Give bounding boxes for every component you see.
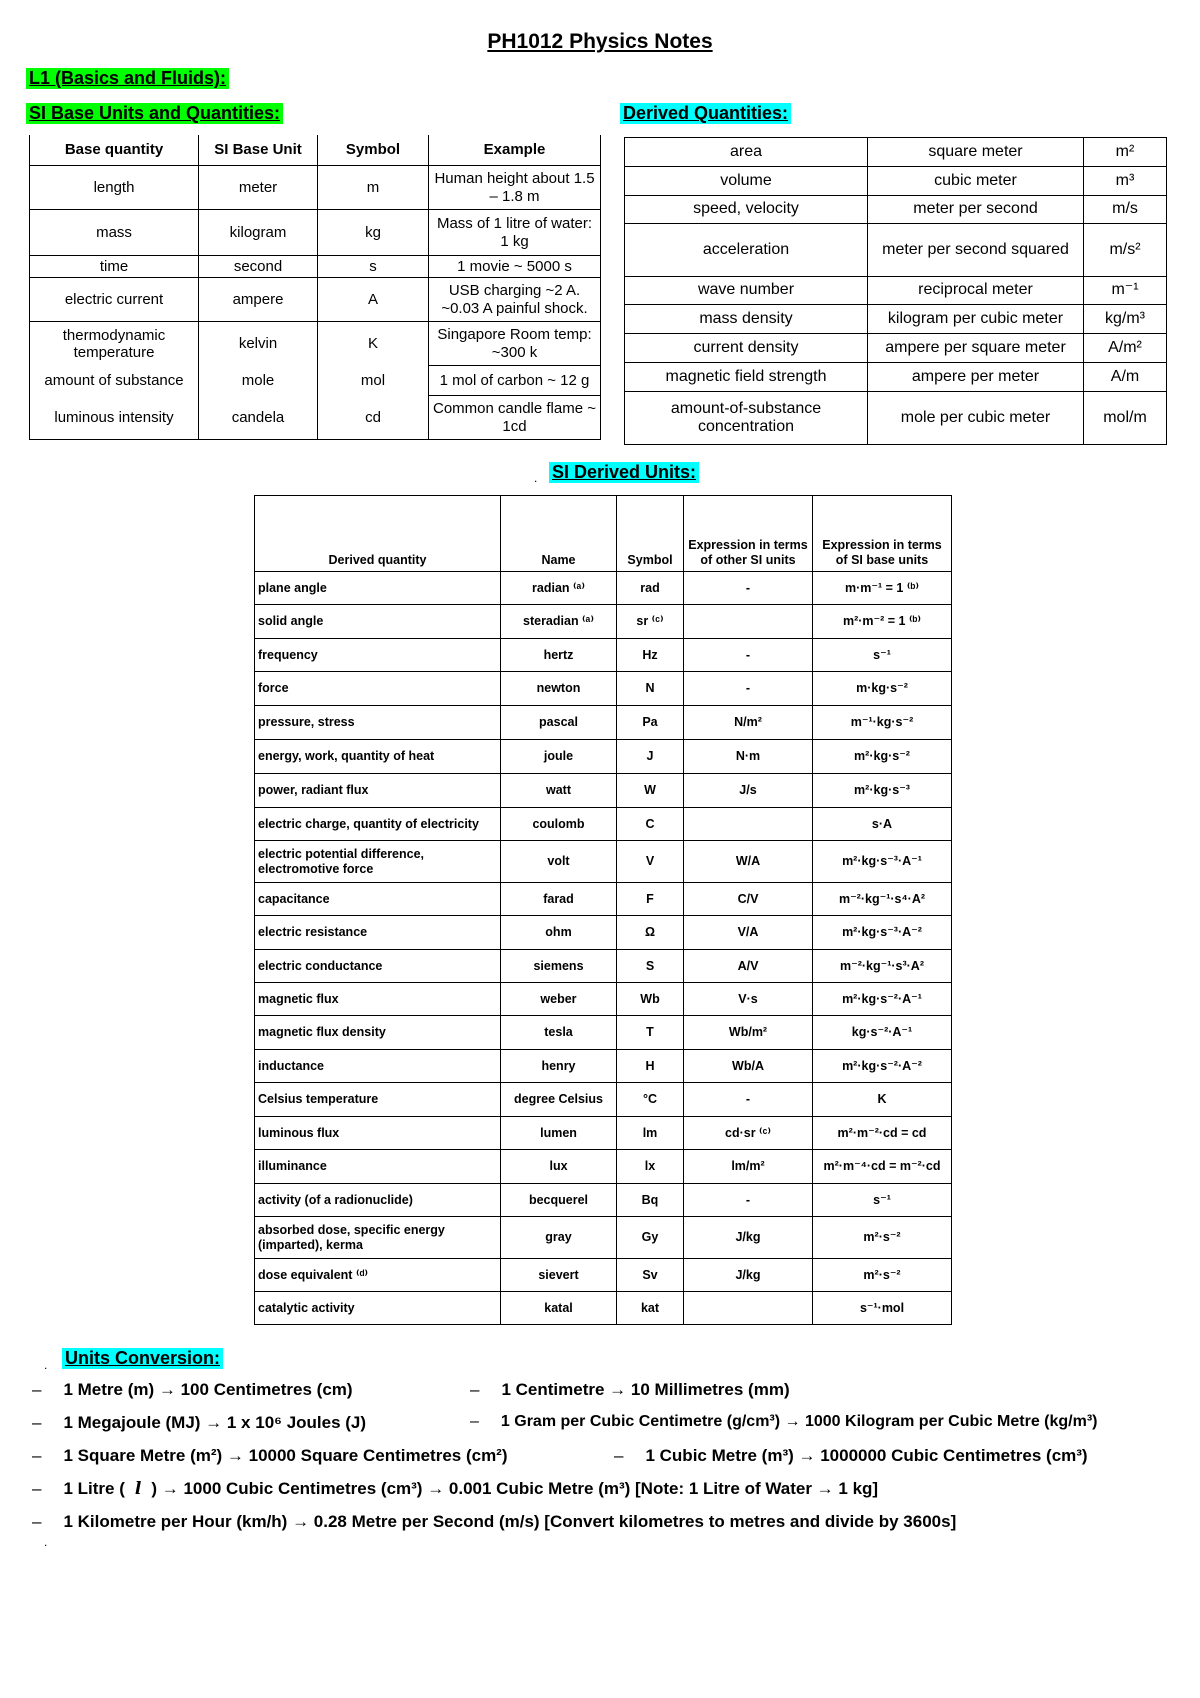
base-units-cell: m²·kg·s⁻²·A⁻² <box>813 1050 952 1083</box>
symbol-cell: Gy <box>617 1217 684 1259</box>
table-row <box>625 305 1167 334</box>
table-row <box>30 278 601 322</box>
conversion-item <box>32 1446 508 1466</box>
other-units-cell: J/kg <box>684 1259 813 1292</box>
conversion-text: 1 Metre (m) → 100 Centimetres (cm) <box>63 1380 353 1399</box>
unit-name-cell: reciprocal meter <box>868 277 1084 305</box>
name-cell: siemens <box>501 950 617 983</box>
symbol-cell: lx <box>617 1150 684 1184</box>
name-cell: coulomb <box>501 808 617 841</box>
example-cell: Common candle flame ~ 1cd <box>429 396 601 440</box>
table-row <box>255 841 952 883</box>
unit-name-cell: ampere per square meter <box>868 334 1084 363</box>
table-row <box>255 883 952 916</box>
bullet-mark: . <box>44 1535 48 1549</box>
quantity-cell: amount-of-substance concentration <box>625 392 868 445</box>
quantity-cell: amount of substance <box>30 366 199 396</box>
symbol-cell: kat <box>617 1292 684 1325</box>
other-units-cell: Wb/A <box>684 1050 813 1083</box>
name-cell: sievert <box>501 1259 617 1292</box>
other-units-cell <box>684 808 813 841</box>
quantity-cell: acceleration <box>625 224 868 277</box>
quantity-cell: activity (of a radionuclide) <box>255 1184 501 1217</box>
base-units-cell: m²·kg·s⁻² <box>813 740 952 774</box>
symbol-cell: s <box>318 256 429 278</box>
base-units-cell: m²·kg·s⁻²·A⁻¹ <box>813 983 952 1016</box>
quantity-cell: pressure, stress <box>255 706 501 740</box>
symbol-cell: T <box>617 1016 684 1050</box>
quantity-cell: thermodynamic temperature <box>30 322 199 366</box>
quantity-cell: capacitance <box>255 883 501 916</box>
table-row <box>255 1259 952 1292</box>
quantity-cell: energy, work, quantity of heat <box>255 740 501 774</box>
example-cell: USB charging ~2 A. ~0.03 A painful shock. <box>429 278 601 322</box>
example-cell: Mass of 1 litre of water: 1 kg <box>429 210 601 256</box>
column-header: Name <box>501 496 617 572</box>
quantity-cell: wave number <box>625 277 868 305</box>
quantity-cell: electric current <box>30 278 199 322</box>
table-row <box>255 672 952 706</box>
unit-name-cell: ampere per meter <box>868 363 1084 392</box>
base-units-cell: m⁻²·kg⁻¹·s⁴·A² <box>813 883 952 916</box>
quantity-cell: plane angle <box>255 572 501 605</box>
quantity-cell: electric potential difference, electromotive force <box>255 841 501 883</box>
symbol-cell: sr ⁽ᶜ⁾ <box>617 605 684 639</box>
other-units-cell: A/V <box>684 950 813 983</box>
table-row <box>625 138 1167 167</box>
name-cell: henry <box>501 1050 617 1083</box>
conversion-text: 1 Megajoule (MJ) → 1 x 10⁶ Joules (J) <box>63 1413 367 1432</box>
symbol-cell: A/m <box>1084 363 1167 392</box>
quantity-cell: inductance <box>255 1050 501 1083</box>
base-units-cell: m²·m⁻⁴·cd = m⁻²·cd <box>813 1150 952 1184</box>
other-units-cell: V/A <box>684 916 813 950</box>
name-cell: degree Celsius <box>501 1083 617 1117</box>
quantity-cell: force <box>255 672 501 706</box>
other-units-cell: lm/m² <box>684 1150 813 1184</box>
name-cell: farad <box>501 883 617 916</box>
other-units-cell: - <box>684 1184 813 1217</box>
symbol-cell: V <box>617 841 684 883</box>
derived-quantities-heading: Derived Quantities: <box>620 103 791 124</box>
dash-mark: – <box>32 1512 42 1531</box>
table-header-row <box>255 496 952 572</box>
bullet-mark: . <box>44 1358 48 1372</box>
other-units-cell: - <box>684 572 813 605</box>
base-units-cell: s⁻¹ <box>813 639 952 672</box>
table-row <box>255 774 952 808</box>
other-units-cell: - <box>684 639 813 672</box>
other-units-cell: J/kg <box>684 1217 813 1259</box>
table-row <box>255 1150 952 1184</box>
quantity-cell: catalytic activity <box>255 1292 501 1325</box>
base-units-cell: m·kg·s⁻² <box>813 672 952 706</box>
quantity-cell: area <box>625 138 868 167</box>
table-row <box>255 916 952 950</box>
quantity-cell: mass density <box>625 305 868 334</box>
other-units-cell: J/s <box>684 774 813 808</box>
quantity-cell: volume <box>625 167 868 196</box>
conversion-text: 1 Centimetre → 10 Millimetres (mm) <box>501 1380 790 1399</box>
dash-mark: – <box>470 1380 480 1399</box>
table-row <box>255 1016 952 1050</box>
table-row <box>625 167 1167 196</box>
example-cell: Singapore Room temp: ~300 k <box>429 322 601 366</box>
other-units-cell: - <box>684 672 813 706</box>
conversion-item <box>32 1380 353 1400</box>
derived-quantities-table <box>624 137 1167 445</box>
conversion-item <box>32 1512 956 1532</box>
unit-name-cell: meter per second squared <box>868 224 1084 277</box>
name-cell: volt <box>501 841 617 883</box>
quantity-cell: magnetic field strength <box>625 363 868 392</box>
symbol-cell: K <box>318 322 429 366</box>
unit-name-cell: meter per second <box>868 196 1084 224</box>
base-units-cell: m²·kg·s⁻³·A⁻¹ <box>813 841 952 883</box>
symbol-cell: mol <box>318 366 429 396</box>
table-row <box>255 1050 952 1083</box>
other-units-cell: cd·sr ⁽ᶜ⁾ <box>684 1117 813 1150</box>
table-row <box>625 334 1167 363</box>
name-cell: lux <box>501 1150 617 1184</box>
name-cell: pascal <box>501 706 617 740</box>
table-row <box>30 396 601 440</box>
base-units-cell: m²·m⁻²·cd = cd <box>813 1117 952 1150</box>
table-row <box>255 808 952 841</box>
column-header: Symbol <box>318 135 429 166</box>
other-units-cell: - <box>684 1083 813 1117</box>
dash-mark: – <box>32 1380 42 1399</box>
quantity-cell: electric conductance <box>255 950 501 983</box>
unit-cell: mole <box>199 366 318 396</box>
quantity-cell: speed, velocity <box>625 196 868 224</box>
name-cell: newton <box>501 672 617 706</box>
name-cell: weber <box>501 983 617 1016</box>
table-header-row <box>30 135 601 166</box>
symbol-cell: m <box>318 166 429 210</box>
symbol-cell: lm <box>617 1117 684 1150</box>
table-row <box>255 1184 952 1217</box>
column-header: Base quantity <box>30 135 199 166</box>
unit-cell: kelvin <box>199 322 318 366</box>
table-row <box>30 322 601 366</box>
column-header: Symbol <box>617 496 684 572</box>
quantity-cell: dose equivalent ⁽ᵈ⁾ <box>255 1259 501 1292</box>
conversion-item <box>470 1413 1097 1431</box>
units-conversion-heading: Units Conversion: <box>62 1348 223 1369</box>
quantity-cell: luminous intensity <box>30 396 199 440</box>
conversion-text: ) → 1000 Cubic Centimetres (cm³) → 0.001 Cubic Metre (m³) [Note: 1 Litre of Water → 1 kg] <box>151 1479 879 1498</box>
table-row <box>255 1217 952 1259</box>
base-units-cell: m²·kg·s⁻³·A⁻² <box>813 916 952 950</box>
table-row <box>30 366 601 396</box>
section-l1-heading: L1 (Basics and Fluids): <box>26 68 229 89</box>
conversion-item <box>32 1479 878 1499</box>
quantity-cell: luminous flux <box>255 1117 501 1150</box>
conversion-text: 1 Square Metre (m²) → 10000 Square Centimetres (cm²) <box>63 1446 508 1465</box>
quantity-cell: mass <box>30 210 199 256</box>
name-cell: joule <box>501 740 617 774</box>
base-units-cell: s⁻¹ <box>813 1184 952 1217</box>
conversion-item <box>614 1446 1088 1466</box>
unit-name-cell: kilogram per cubic meter <box>868 305 1084 334</box>
base-units-cell: m²·m⁻² = 1 ⁽ᵇ⁾ <box>813 605 952 639</box>
other-units-cell: N/m² <box>684 706 813 740</box>
symbol-cell: m⁻¹ <box>1084 277 1167 305</box>
quantity-cell: Celsius temperature <box>255 1083 501 1117</box>
table-row <box>255 983 952 1016</box>
example-cell: Human height about 1.5 – 1.8 m <box>429 166 601 210</box>
symbol-cell: m/s <box>1084 196 1167 224</box>
table-row <box>625 392 1167 445</box>
symbol-cell: Ω <box>617 916 684 950</box>
symbol-cell: N <box>617 672 684 706</box>
conversion-text: 1 Kilometre per Hour (km/h) → 0.28 Metre per Second (m/s) [Convert kilometres to metres and divide by 3600s] <box>63 1512 957 1531</box>
quantity-cell: length <box>30 166 199 210</box>
table-row <box>255 572 952 605</box>
column-header: Expression in terms of SI base units <box>813 496 952 572</box>
litre-symbol: l <box>134 1479 142 1499</box>
other-units-cell <box>684 1292 813 1325</box>
quantity-cell: power, radiant flux <box>255 774 501 808</box>
base-units-cell: m⁻²·kg⁻¹·s³·A² <box>813 950 952 983</box>
unit-cell: kilogram <box>199 210 318 256</box>
base-units-cell: m⁻¹·kg·s⁻² <box>813 706 952 740</box>
symbol-cell: kg/m³ <box>1084 305 1167 334</box>
symbol-cell: Pa <box>617 706 684 740</box>
quantity-cell: magnetic flux density <box>255 1016 501 1050</box>
quantity-cell: current density <box>625 334 868 363</box>
table-row <box>255 1083 952 1117</box>
name-cell: steradian ⁽ᵃ⁾ <box>501 605 617 639</box>
base-units-cell: s·A <box>813 808 952 841</box>
si-derived-table <box>254 495 952 1325</box>
table-row <box>255 605 952 639</box>
symbol-cell: J <box>617 740 684 774</box>
symbol-cell: Bq <box>617 1184 684 1217</box>
other-units-cell: C/V <box>684 883 813 916</box>
table-row <box>255 740 952 774</box>
symbol-cell: H <box>617 1050 684 1083</box>
name-cell: katal <box>501 1292 617 1325</box>
symbol-cell: Sv <box>617 1259 684 1292</box>
base-units-cell: m²·s⁻² <box>813 1259 952 1292</box>
base-units-cell: m²·s⁻² <box>813 1217 952 1259</box>
other-units-cell: V·s <box>684 983 813 1016</box>
table-row <box>255 1292 952 1325</box>
table-row <box>625 196 1167 224</box>
symbol-cell: Wb <box>617 983 684 1016</box>
table-row <box>30 166 601 210</box>
other-units-cell <box>684 605 813 639</box>
table-row <box>255 706 952 740</box>
table-row <box>255 639 952 672</box>
si-derived-heading: SI Derived Units: <box>549 462 699 483</box>
column-header: SI Base Unit <box>199 135 318 166</box>
symbol-cell: W <box>617 774 684 808</box>
dash-mark: – <box>32 1413 42 1432</box>
base-units-heading: SI Base Units and Quantities: <box>26 103 283 124</box>
name-cell: becquerel <box>501 1184 617 1217</box>
base-units-cell: kg·s⁻²·A⁻¹ <box>813 1016 952 1050</box>
conversion-text: 1 Gram per Cubic Centimetre (g/cm³) → 1000 Kilogram per Cubic Metre (kg/m³) <box>500 1413 1098 1430</box>
conversion-item <box>32 1413 366 1433</box>
column-header: Expression in terms of other SI units <box>684 496 813 572</box>
quantity-cell: frequency <box>255 639 501 672</box>
other-units-cell: N·m <box>684 740 813 774</box>
quantity-cell: solid angle <box>255 605 501 639</box>
symbol-cell: F <box>617 883 684 916</box>
unit-name-cell: mole per cubic meter <box>868 392 1084 445</box>
quantity-cell: electric resistance <box>255 916 501 950</box>
table-row <box>30 210 601 256</box>
unit-cell: meter <box>199 166 318 210</box>
quantity-cell: time <box>30 256 199 278</box>
symbol-cell: m² <box>1084 138 1167 167</box>
name-cell: lumen <box>501 1117 617 1150</box>
table-row <box>255 950 952 983</box>
name-cell: ohm <box>501 916 617 950</box>
quantity-cell: illuminance <box>255 1150 501 1184</box>
base-units-cell: m·m⁻¹ = 1 ⁽ᵇ⁾ <box>813 572 952 605</box>
dash-mark: – <box>32 1479 42 1498</box>
name-cell: watt <box>501 774 617 808</box>
symbol-cell: mol/m <box>1084 392 1167 445</box>
symbol-cell: kg <box>318 210 429 256</box>
quantity-cell: magnetic flux <box>255 983 501 1016</box>
base-units-cell: s⁻¹·mol <box>813 1292 952 1325</box>
column-header: Example <box>429 135 601 166</box>
table-row <box>30 256 601 278</box>
base-units-cell: K <box>813 1083 952 1117</box>
symbol-cell: C <box>617 808 684 841</box>
page-title: PH1012 Physics Notes <box>487 30 713 53</box>
base-units-table <box>29 135 601 440</box>
unit-cell: second <box>199 256 318 278</box>
symbol-cell: cd <box>318 396 429 440</box>
symbol-cell: A/m² <box>1084 334 1167 363</box>
unit-cell: ampere <box>199 278 318 322</box>
conversion-text: 1 Litre ( <box>63 1479 125 1498</box>
unit-cell: candela <box>199 396 318 440</box>
unit-name-cell: cubic meter <box>868 167 1084 196</box>
table-row <box>625 363 1167 392</box>
example-cell: 1 mol of carbon ~ 12 g <box>429 366 601 396</box>
table-row <box>255 1117 952 1150</box>
table-row <box>625 224 1167 277</box>
table-row <box>625 277 1167 305</box>
symbol-cell: °C <box>617 1083 684 1117</box>
quantity-cell: absorbed dose, specific energy (imparted), kerma <box>255 1217 501 1259</box>
name-cell: gray <box>501 1217 617 1259</box>
base-units-cell: m²·kg·s⁻³ <box>813 774 952 808</box>
column-header: Derived quantity <box>255 496 501 572</box>
symbol-cell: Hz <box>617 639 684 672</box>
dash-mark: – <box>614 1446 624 1465</box>
example-cell: 1 movie ~ 5000 s <box>429 256 601 278</box>
symbol-cell: rad <box>617 572 684 605</box>
other-units-cell: Wb/m² <box>684 1016 813 1050</box>
other-units-cell: W/A <box>684 841 813 883</box>
symbol-cell: m³ <box>1084 167 1167 196</box>
name-cell: radian ⁽ᵃ⁾ <box>501 572 617 605</box>
name-cell: tesla <box>501 1016 617 1050</box>
conversion-item <box>470 1380 790 1400</box>
quantity-cell: electric charge, quantity of electricity <box>255 808 501 841</box>
bullet-mark: . <box>534 471 538 485</box>
unit-name-cell: square meter <box>868 138 1084 167</box>
conversion-text: 1 Cubic Metre (m³) → 1000000 Cubic Centimetres (cm³) <box>645 1446 1088 1465</box>
symbol-cell: m/s² <box>1084 224 1167 277</box>
name-cell: hertz <box>501 639 617 672</box>
symbol-cell: A <box>318 278 429 322</box>
symbol-cell: S <box>617 950 684 983</box>
dash-mark: – <box>470 1413 479 1430</box>
dash-mark: – <box>32 1446 42 1465</box>
